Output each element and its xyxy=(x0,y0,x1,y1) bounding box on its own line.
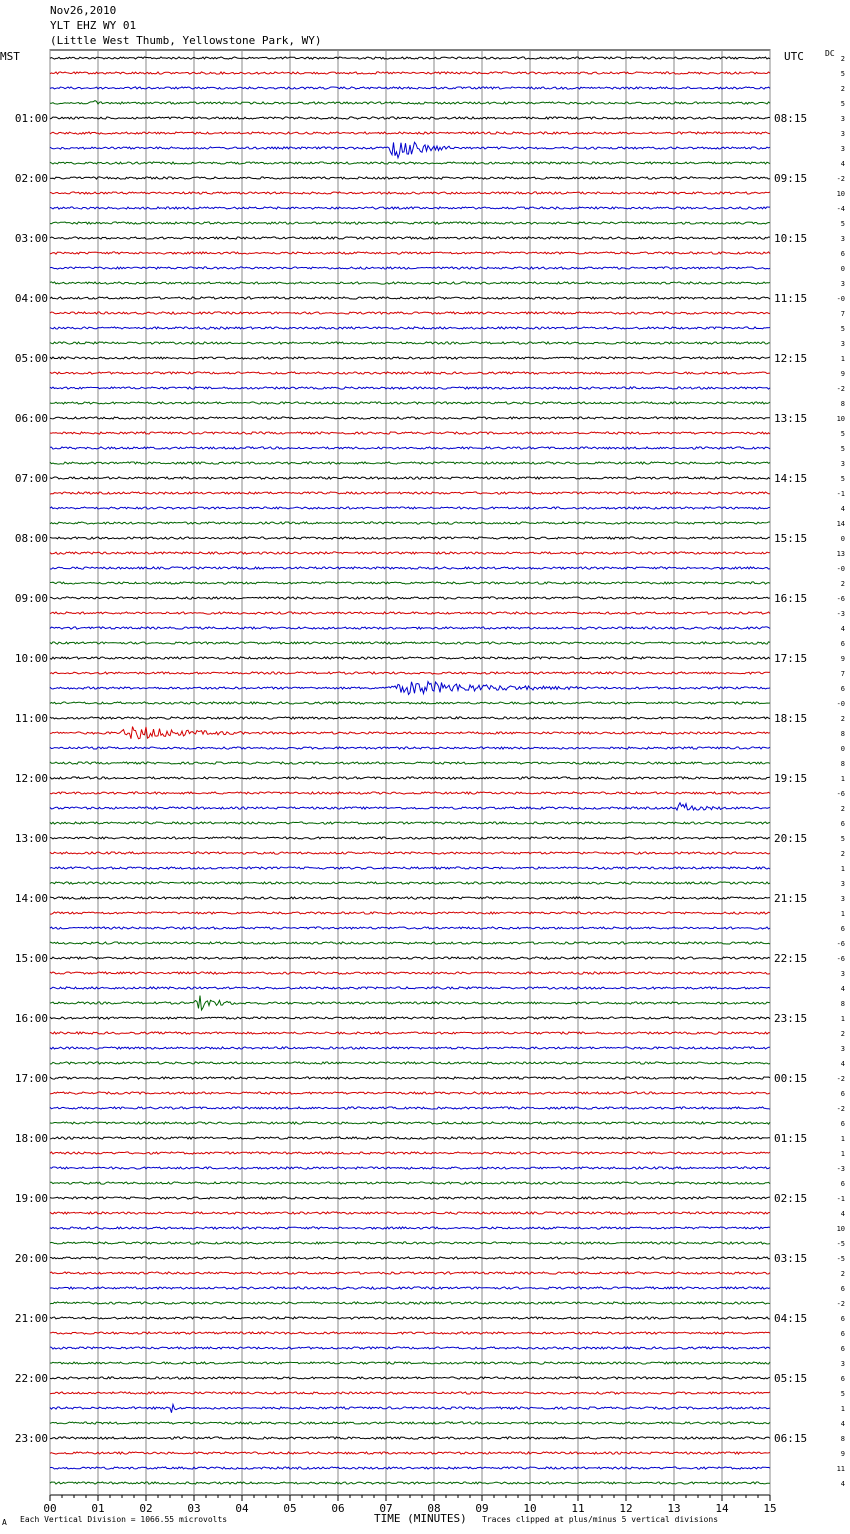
trace-line xyxy=(50,237,770,239)
mst-hour-label: 02:00 xyxy=(14,172,48,185)
utc-hour-label: 22:15 xyxy=(774,952,808,965)
dc-offset-label: 6 xyxy=(840,1375,845,1383)
dc-offset-label: 8 xyxy=(840,760,845,768)
dc-offset-label: 4 xyxy=(840,505,845,513)
dc-offset-label: 3 xyxy=(840,970,845,978)
dc-offset-label: 5 xyxy=(840,220,845,228)
mst-hour-label: 12:00 xyxy=(14,772,48,785)
dc-offset-label: -4 xyxy=(836,205,845,213)
mst-hour-label: 08:00 xyxy=(14,532,48,545)
dc-offset-label: 2 xyxy=(840,1270,845,1278)
x-tick-label: 02 xyxy=(139,1502,153,1515)
dc-offset-label: 6 xyxy=(840,1330,845,1338)
mst-hour-label: 17:00 xyxy=(14,1072,48,1085)
dc-offset-label: 3 xyxy=(840,115,845,123)
trace-line xyxy=(50,837,770,839)
trace-line xyxy=(50,142,770,158)
dc-offset-label: -3 xyxy=(836,1165,845,1173)
trace-line xyxy=(50,682,770,695)
dc-offset-label: 10 xyxy=(836,415,845,423)
dc-offset-label: 6 xyxy=(840,640,845,648)
dc-offset-label: -2 xyxy=(836,385,845,393)
dc-offset-label: 9 xyxy=(840,655,845,663)
trace-line xyxy=(50,1272,770,1274)
mst-hour-label: 23:00 xyxy=(14,1432,48,1445)
dc-offset-label: 2 xyxy=(840,805,845,813)
dc-offset-label: 5 xyxy=(840,70,845,78)
trace-line xyxy=(50,372,770,374)
mst-hour-label: 19:00 xyxy=(14,1192,48,1205)
trace-line xyxy=(50,1167,770,1169)
dc-offset-label: 0 xyxy=(840,535,845,543)
x-tick-label: 10 xyxy=(523,1502,537,1515)
dc-offset-label: 5 xyxy=(840,430,845,438)
trace-line xyxy=(50,803,770,810)
x-tick-label: 13 xyxy=(667,1502,681,1515)
trace-line xyxy=(50,1482,770,1484)
utc-hour-label: 10:15 xyxy=(774,232,808,245)
trace-line xyxy=(50,177,770,179)
trace-line xyxy=(50,357,770,359)
trace-line xyxy=(50,996,770,1011)
trace-line xyxy=(50,1347,770,1349)
trace-line xyxy=(50,72,770,74)
trace-line xyxy=(50,1197,770,1199)
mst-hour-label: 16:00 xyxy=(14,1012,48,1025)
trace-line xyxy=(50,972,770,974)
trace-line xyxy=(50,612,770,614)
dc-offset-label: 1 xyxy=(840,1150,845,1158)
utc-hour-label: 06:15 xyxy=(774,1432,808,1445)
utc-hour-label: 05:15 xyxy=(774,1372,808,1385)
x-tick-label: 15 xyxy=(763,1502,777,1515)
trace-line xyxy=(50,297,770,299)
dc-offset-label: 1 xyxy=(840,910,845,918)
trace-line xyxy=(50,912,770,914)
mst-hour-label: 15:00 xyxy=(14,952,48,965)
trace-line xyxy=(50,522,770,524)
trace-line xyxy=(50,507,770,509)
dc-offset-label: 2 xyxy=(840,1030,845,1038)
mst-hour-label: 21:00 xyxy=(14,1312,48,1325)
utc-hour-label: 18:15 xyxy=(774,712,808,725)
trace-line xyxy=(50,267,770,269)
utc-hour-label: 15:15 xyxy=(774,532,808,545)
dc-offset-label: 3 xyxy=(840,280,845,288)
utc-hour-label: 20:15 xyxy=(774,832,808,845)
dc-offset-label: 4 xyxy=(840,985,845,993)
trace-line xyxy=(50,1422,770,1424)
utc-hour-label: 17:15 xyxy=(774,652,808,665)
dc-offset-label: -6 xyxy=(836,790,845,798)
utc-hour-label: 19:15 xyxy=(774,772,808,785)
trace-line xyxy=(50,1092,770,1094)
utc-hour-label: 12:15 xyxy=(774,352,808,365)
trace-line xyxy=(50,132,770,134)
dc-column-label: DC xyxy=(825,49,835,58)
utc-hour-label: 08:15 xyxy=(774,112,808,125)
trace-line xyxy=(50,1137,770,1139)
trace-line xyxy=(50,792,770,794)
dc-offset-label: -3 xyxy=(836,610,845,618)
station-label: YLT EHZ WY 01 xyxy=(50,19,137,32)
trace-line xyxy=(50,927,770,929)
dc-offset-label: 4 xyxy=(840,1210,845,1218)
dc-offset-label: 1 xyxy=(840,355,845,363)
dc-offset-label: -0 xyxy=(836,700,845,708)
trace-line xyxy=(50,642,770,644)
mst-hour-label: 05:00 xyxy=(14,352,48,365)
dc-offset-label: 6 xyxy=(840,1090,845,1098)
trace-line xyxy=(50,552,770,554)
dc-offset-label: 7 xyxy=(840,310,845,318)
utc-hour-label: 23:15 xyxy=(774,1012,808,1025)
trace-line xyxy=(50,1362,770,1364)
dc-offset-label: 0 xyxy=(840,265,845,273)
dc-offset-label: 6 xyxy=(840,685,845,693)
trace-line xyxy=(50,1047,770,1049)
trace-line xyxy=(50,342,770,344)
dc-offset-label: 3 xyxy=(840,895,845,903)
dc-offset-label: 5 xyxy=(840,835,845,843)
utc-hour-label: 03:15 xyxy=(774,1252,808,1265)
trace-line xyxy=(50,447,770,449)
dc-offset-label: 13 xyxy=(836,550,845,558)
dc-offset-label: -6 xyxy=(836,955,845,963)
dc-offset-label: 4 xyxy=(840,1420,845,1428)
x-tick-label: 11 xyxy=(571,1502,585,1515)
mst-zone-label: MST xyxy=(0,50,20,63)
trace-line xyxy=(50,537,770,539)
trace-line xyxy=(50,582,770,584)
dc-offset-label: 9 xyxy=(840,370,845,378)
trace-line xyxy=(50,1257,770,1259)
dc-offset-label: -2 xyxy=(836,1105,845,1113)
dc-offset-label: 11 xyxy=(836,1465,845,1473)
trace-line xyxy=(50,117,770,119)
trace-line xyxy=(50,1017,770,1019)
trace-line xyxy=(50,87,770,89)
trace-line xyxy=(50,462,770,464)
trace-line xyxy=(50,1452,770,1454)
dc-offset-label: 8 xyxy=(840,1000,845,1008)
dc-offset-label: 4 xyxy=(840,160,845,168)
trace-line xyxy=(50,477,770,479)
dc-offset-label: 3 xyxy=(840,130,845,138)
mst-hour-label: 13:00 xyxy=(14,832,48,845)
utc-hour-label: 02:15 xyxy=(774,1192,808,1205)
trace-line xyxy=(50,162,770,164)
dc-offset-label: -1 xyxy=(836,490,845,498)
dc-offset-label: -2 xyxy=(836,1300,845,1308)
utc-hour-label: 09:15 xyxy=(774,172,808,185)
trace-line xyxy=(50,327,770,329)
dc-offset-label: 6 xyxy=(840,1345,845,1353)
dc-offset-label: 6 xyxy=(840,1285,845,1293)
trace-line xyxy=(50,101,770,105)
dc-offset-label: 1 xyxy=(840,1015,845,1023)
trace-line xyxy=(50,822,770,824)
trace-line xyxy=(50,57,770,59)
x-tick-label: 01 xyxy=(91,1502,105,1515)
trace-line xyxy=(50,1317,770,1319)
mst-hour-label: 01:00 xyxy=(14,112,48,125)
mst-hour-label: 14:00 xyxy=(14,892,48,905)
x-tick-label: 03 xyxy=(187,1502,201,1515)
dc-offset-label: 5 xyxy=(840,445,845,453)
dc-offset-label: -2 xyxy=(836,1075,845,1083)
trace-line xyxy=(50,1107,770,1109)
trace-line xyxy=(50,597,770,599)
trace-line xyxy=(50,702,770,704)
trace-line xyxy=(50,1182,770,1184)
trace-line xyxy=(50,492,770,494)
dc-offset-label: -6 xyxy=(836,595,845,603)
dc-offset-label: 6 xyxy=(840,1315,845,1323)
trace-line xyxy=(50,987,770,989)
dc-offset-label: 14 xyxy=(836,520,845,528)
x-tick-label: 09 xyxy=(475,1502,489,1515)
trace-line xyxy=(50,312,770,314)
dc-offset-label: 3 xyxy=(840,145,845,153)
mst-hour-label: 04:00 xyxy=(14,292,48,305)
utc-hour-label: 00:15 xyxy=(774,1072,808,1085)
dc-offset-label: 2 xyxy=(840,55,845,63)
date-label: Nov26,2010 xyxy=(50,4,117,17)
trace-line xyxy=(50,957,770,959)
dc-offset-label: 5 xyxy=(840,325,845,333)
dc-offset-label: 2 xyxy=(840,580,845,588)
dc-offset-label: 4 xyxy=(840,1060,845,1068)
dc-offset-label: 8 xyxy=(840,1435,845,1443)
trace-line xyxy=(50,762,770,764)
trace-line xyxy=(50,717,770,719)
utc-hour-label: 21:15 xyxy=(774,892,808,905)
dc-offset-label: 3 xyxy=(840,235,845,243)
trace-line xyxy=(50,747,770,749)
dc-offset-label: 6 xyxy=(840,250,845,258)
utc-zone-label: UTC xyxy=(784,50,804,63)
x-tick-label: 08 xyxy=(427,1502,441,1515)
utc-hour-label: 04:15 xyxy=(774,1312,808,1325)
trace-line xyxy=(50,882,770,884)
x-tick-label: 12 xyxy=(619,1502,633,1515)
trace-line xyxy=(50,1032,770,1034)
x-tick-label: 14 xyxy=(715,1502,729,1515)
mst-hour-label: 10:00 xyxy=(14,652,48,665)
dc-offset-label: 2 xyxy=(840,715,845,723)
trace-line xyxy=(50,567,770,569)
dc-offset-label: -0 xyxy=(836,295,845,303)
mst-hour-label: 22:00 xyxy=(14,1372,48,1385)
dc-offset-label: 4 xyxy=(840,1480,845,1488)
trace-line xyxy=(50,1392,770,1394)
dc-offset-label: -0 xyxy=(836,565,845,573)
mst-hour-label: 03:00 xyxy=(14,232,48,245)
dc-offset-label: -2 xyxy=(836,175,845,183)
trace-line xyxy=(50,867,770,869)
trace-line xyxy=(50,777,770,779)
mst-hour-label: 07:00 xyxy=(14,472,48,485)
trace-line xyxy=(50,852,770,854)
dc-offset-label: -5 xyxy=(836,1255,845,1263)
trace-line xyxy=(50,282,770,284)
utc-hour-label: 16:15 xyxy=(774,592,808,605)
dc-offset-label: 1 xyxy=(840,1405,845,1413)
trace-line xyxy=(50,387,770,389)
trace-line xyxy=(50,417,770,419)
mst-hour-label: 18:00 xyxy=(14,1132,48,1145)
dc-offset-label: 7 xyxy=(840,670,845,678)
dc-offset-label: 3 xyxy=(840,340,845,348)
trace-line xyxy=(50,1152,770,1154)
trace-line xyxy=(50,432,770,434)
mst-hour-label: 06:00 xyxy=(14,412,48,425)
x-tick-label: 06 xyxy=(331,1502,345,1515)
dc-offset-label: 8 xyxy=(840,730,845,738)
dc-offset-label: 4 xyxy=(840,625,845,633)
mst-hour-label: 11:00 xyxy=(14,712,48,725)
dc-offset-label: 3 xyxy=(840,1045,845,1053)
trace-line xyxy=(50,657,770,659)
trace-line xyxy=(50,1287,770,1289)
dc-offset-label: 2 xyxy=(840,850,845,858)
trace-line xyxy=(50,727,770,739)
utc-hour-label: 01:15 xyxy=(774,1132,808,1145)
x-tick-label: 07 xyxy=(379,1502,393,1515)
location-label: (Little West Thumb, Yellowstone Park, WY) xyxy=(50,34,322,47)
dc-offset-label: 8 xyxy=(840,400,845,408)
trace-line xyxy=(50,1227,770,1229)
dc-offset-label: -6 xyxy=(836,940,845,948)
dc-offset-label: 3 xyxy=(840,1360,845,1368)
trace-line xyxy=(50,207,770,209)
dc-offset-label: 5 xyxy=(840,100,845,108)
trace-line xyxy=(50,627,770,629)
x-axis-title: TIME (MINUTES) xyxy=(374,1512,467,1525)
dc-offset-label: 5 xyxy=(840,1390,845,1398)
dc-offset-label: -1 xyxy=(836,1195,845,1203)
trace-line xyxy=(50,252,770,254)
dc-offset-label: 10 xyxy=(836,1225,845,1233)
trace-line xyxy=(50,1467,770,1469)
trace-line xyxy=(50,1405,770,1413)
x-tick-label: 04 xyxy=(235,1502,249,1515)
trace-line xyxy=(50,672,770,674)
trace-line xyxy=(50,1077,770,1079)
mst-hour-label: 20:00 xyxy=(14,1252,48,1265)
utc-hour-label: 11:15 xyxy=(774,292,808,305)
trace-line xyxy=(50,1302,770,1304)
dc-offset-label: 3 xyxy=(840,460,845,468)
dc-offset-label: 0 xyxy=(840,745,845,753)
trace-line xyxy=(50,222,770,224)
trace-line xyxy=(50,1332,770,1334)
trace-line xyxy=(50,1062,770,1064)
trace-line xyxy=(50,1242,770,1244)
mst-hour-label: 09:00 xyxy=(14,592,48,605)
dc-offset-label: 2 xyxy=(840,85,845,93)
dc-offset-label: 6 xyxy=(840,925,845,933)
trace-line xyxy=(50,192,770,194)
dc-offset-label: 5 xyxy=(840,475,845,483)
trace-line xyxy=(50,1212,770,1214)
dc-offset-label: 1 xyxy=(840,865,845,873)
clip-note: Traces clipped at plus/minus 5 vertical divisions xyxy=(482,1515,719,1524)
trace-line xyxy=(50,897,770,899)
scale-note: Each Vertical Division = 1066.55 microvolts xyxy=(20,1515,228,1524)
utc-hour-label: 13:15 xyxy=(774,412,808,425)
dc-offset-label: 10 xyxy=(836,190,845,198)
dc-offset-label: 6 xyxy=(840,1180,845,1188)
dc-offset-label: 6 xyxy=(840,1120,845,1128)
dc-offset-label: 9 xyxy=(840,1450,845,1458)
utc-hour-label: 14:15 xyxy=(774,472,808,485)
dc-offset-label: 1 xyxy=(840,1135,845,1143)
dc-offset-label: 6 xyxy=(840,820,845,828)
trace-line xyxy=(50,1122,770,1124)
dc-offset-label: 3 xyxy=(840,880,845,888)
dc-offset-label: -5 xyxy=(836,1240,845,1248)
x-tick-label: 00 xyxy=(43,1502,57,1515)
trace-line xyxy=(50,1377,770,1379)
trace-line xyxy=(50,942,770,944)
trace-line xyxy=(50,1437,770,1439)
dc-offset-label: 1 xyxy=(840,775,845,783)
trace-line xyxy=(50,402,770,404)
footer-mark: A xyxy=(2,1518,7,1527)
x-tick-label: 05 xyxy=(283,1502,297,1515)
